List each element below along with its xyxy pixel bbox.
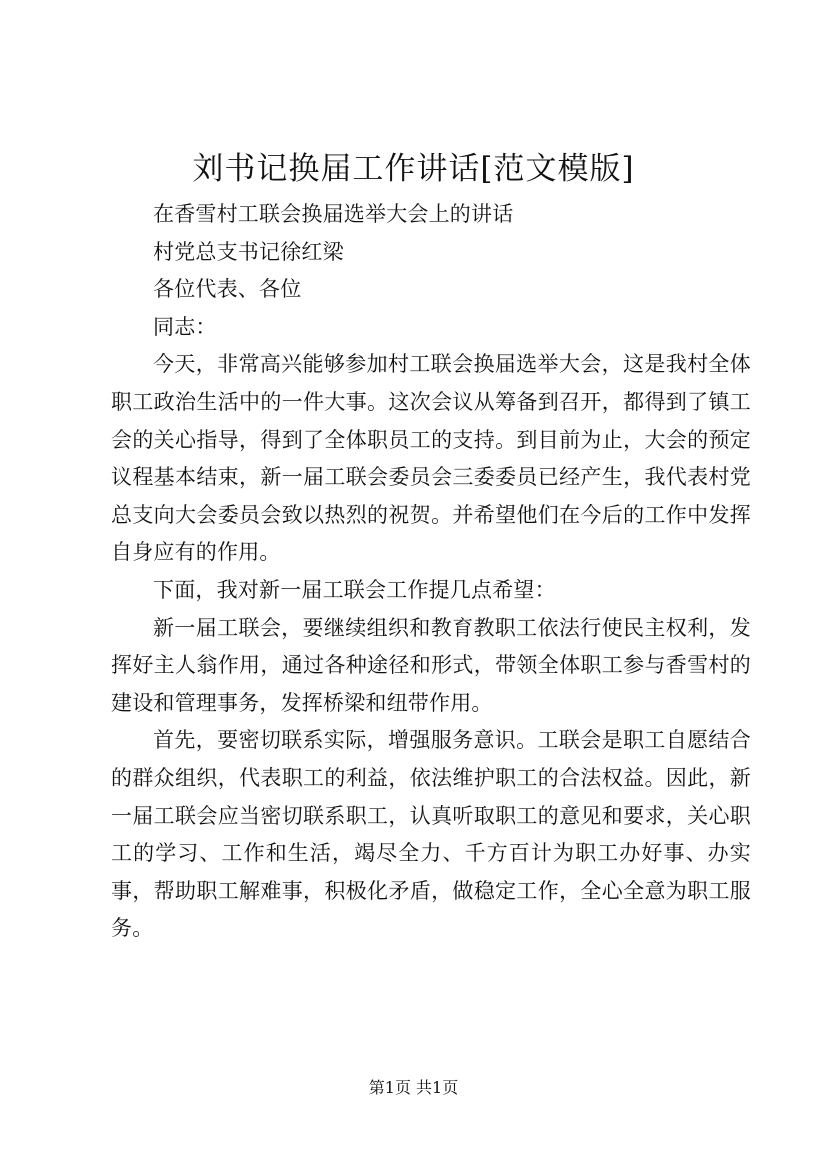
page-footer: 第1页 共1页 [368, 1078, 459, 1097]
speaker-line: 村党总支书记徐红梁 [153, 239, 344, 264]
speech-heading: 在香雪村工联会换届选举大会上的讲话 [153, 202, 514, 226]
body-paragraph: 下面，我对新一届工联会工作提几点希望： [153, 577, 556, 602]
document-body [111, 196, 751, 948]
body-paragraph: 新一届工联会，要继续组织和教育教职工依法行使民主权利，发挥好主人翁作用，通过各种途径和形式，带领全体职工参与香雪村的建设和管理事务，发挥桥梁和纽带作用。 [111, 615, 751, 715]
document-title: 刘书记换届工作讲话[范文模版] [192, 151, 635, 187]
body-paragraph: 首先，要密切联系实际，增强服务意识。工联会是职工自愿结合的群众组织，代表职工的利益，依法维护职工的合法权益。因此，新一届工联会应当密切联系职工，认真听取职工的意见和要求，关心职工的学习、工作和生活，竭尽全力、千方百计为职工办好事、办实事，帮助职工解难事，积极化矛盾，做稳定工作，全心全意为职工服务。 [111, 728, 751, 941]
salutation-line: 各位代表、各位 [153, 277, 302, 302]
salutation-continuation: 同志： [153, 314, 217, 339]
body-paragraph: 今天，非常高兴能够参加村工联会换届选举大会，这是我村全体职工政治生活中的一件大事。这次会议从筹备到召开，都得到了镇工会的关心指导，得到了全体职员工的支持。到目前为止，大会的预定议程基本结束，新一届工联会委员会三委委员已经产生，我代表村党总支向大会委员会致以热烈的祝贺。并希望他们在今后的工作中发挥自身应有的作用。 [111, 352, 751, 565]
